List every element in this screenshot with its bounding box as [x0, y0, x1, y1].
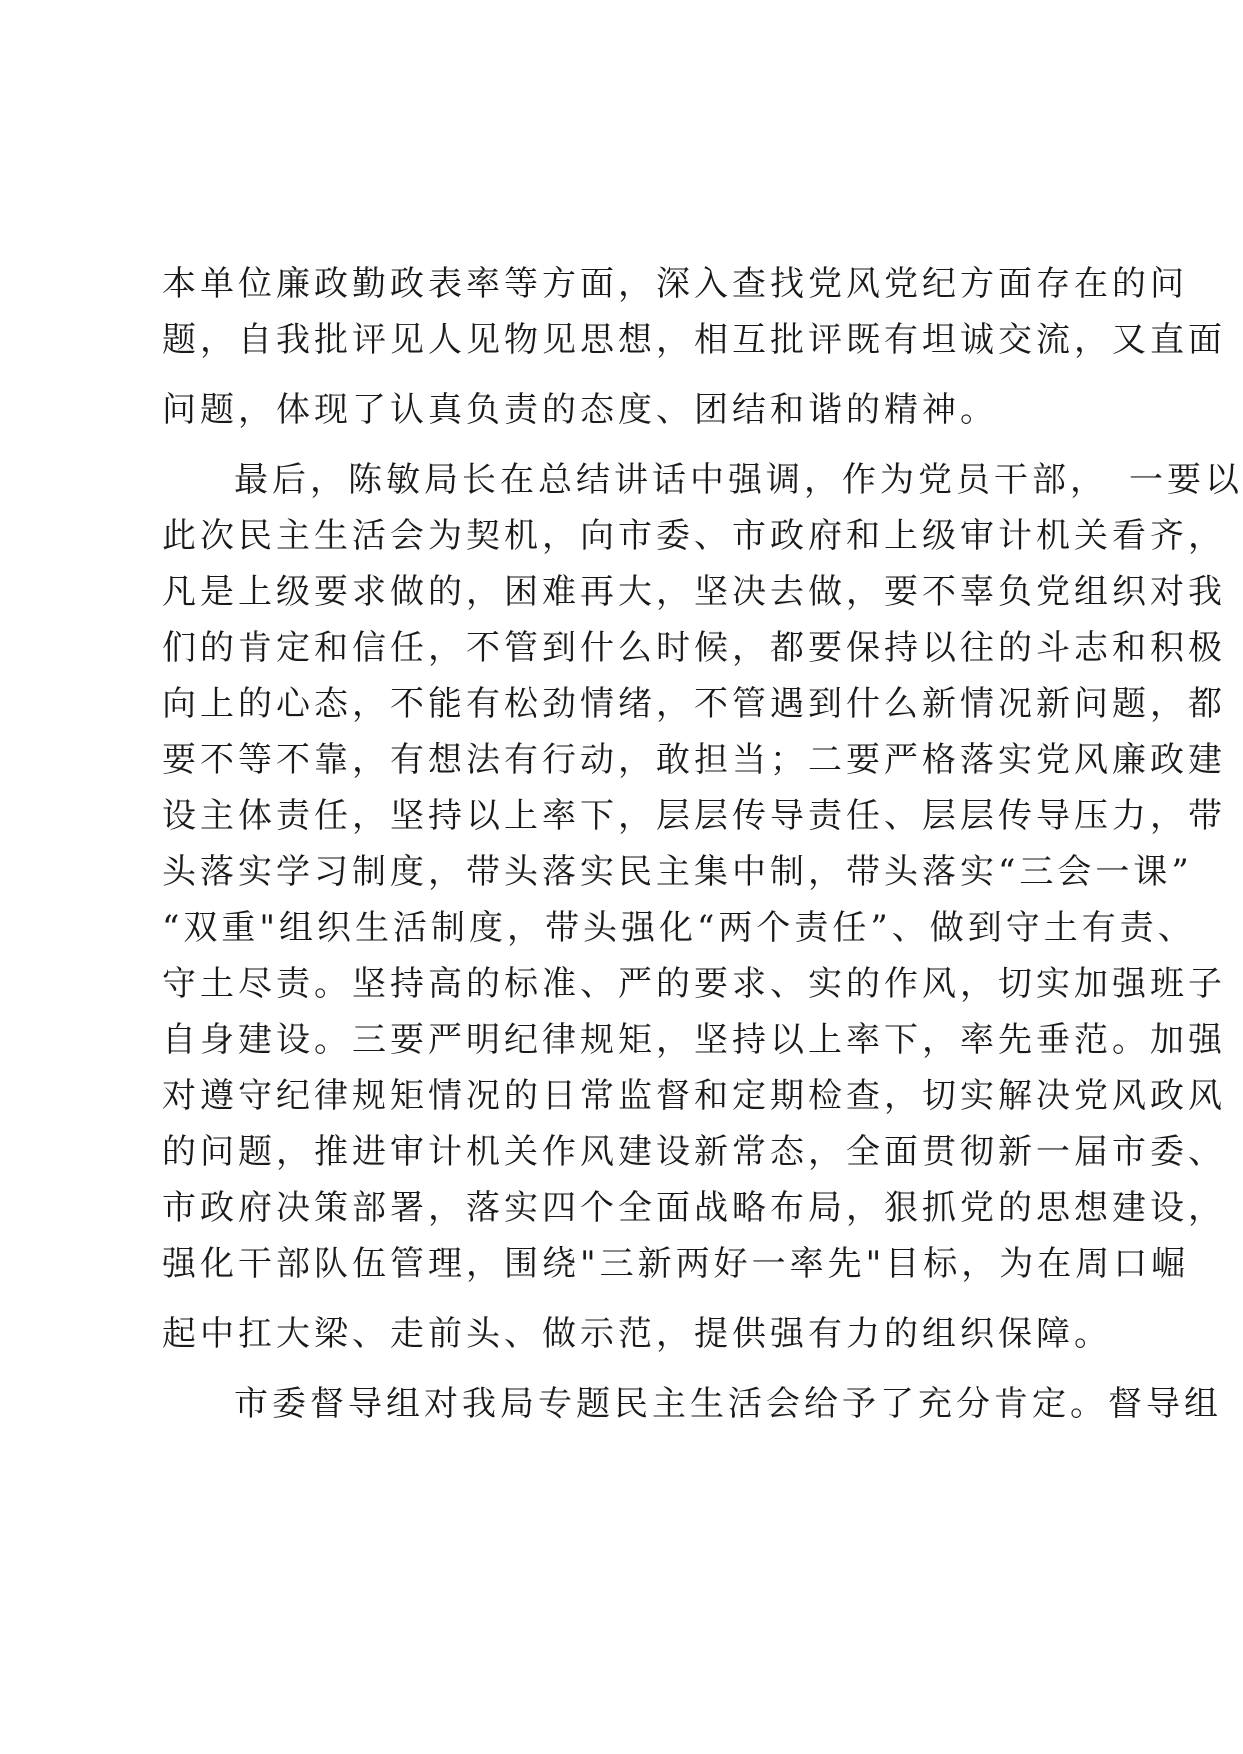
paragraph-2-line-4: 们的肯定和信任，不管到什么时候，都要保持以往的斗志和积极: [162, 628, 1226, 668]
paragraph-2-line-8: 头落实学习制度，带头落实民主集中制，带头落实“三会一课”: [162, 852, 1193, 892]
paragraph-2-line-12: 对遵守纪律规矩情况的日常监督和定期检查，切实解决党风政风: [162, 1076, 1226, 1116]
paragraph-2-line-9: “双重"组织生活制度，带头强化“两个责任”、做到守土有责、: [162, 908, 1196, 948]
paragraph-2-line-16: 起中扛大梁、走前头、做示范，提供强有力的组织保障。: [162, 1314, 1112, 1354]
paragraph-1-line-2: 题，自我批评见人见物见思想，相互批评既有坦诚交流，又直面: [162, 320, 1226, 360]
paragraph-2-line-10: 守土尽责。坚持高的标准、严的要求、实的作风，切实加强班子: [162, 964, 1226, 1004]
paragraph-2-line-13: 的问题，推进审计机关作风建设新常态，全面贯彻新一届市委、: [162, 1132, 1226, 1172]
paragraph-2-line-2: 此次民主生活会为契机，向市委、市政府和上级审计机关看齐，: [162, 516, 1226, 556]
paragraph-2-line-1: 最后，陈敏局长在总结讲话中强调，作为党员干部， 一要以: [234, 460, 1243, 500]
paragraph-2-line-11: 自身建设。三要严明纪律规矩，坚持以上率下，率先垂范。加强: [162, 1020, 1226, 1060]
paragraph-2-line-7: 设主体责任，坚持以上率下，层层传导责任、层层传导压力，带: [162, 796, 1226, 836]
paragraph-1-line-1: 本单位廉政勤政表率等方面，深入查找党风党纪方面存在的问: [162, 264, 1188, 304]
paragraph-3-line-1: 市委督导组对我局专题民主生活会给予了充分肯定。督导组: [234, 1384, 1222, 1424]
paragraph-1-line-3: 问题，体现了认真负责的态度、团结和谐的精神。: [162, 390, 998, 430]
paragraph-2-line-3: 凡是上级要求做的，困难再大，坚决去做，要不辜负党组织对我: [162, 572, 1226, 612]
paragraph-2-line-6: 要不等不靠，有想法有行动，敢担当；二要严格落实党风廉政建: [162, 740, 1226, 780]
document-body: [162, 256, 1243, 1432]
paragraph-2-line-5: 向上的心态，不能有松劲情绪，不管遇到什么新情况新问题，都: [162, 684, 1226, 724]
paragraph-2-line-14: 市政府决策部署，落实四个全面战略布局，狠抓党的思想建设，: [162, 1188, 1226, 1228]
paragraph-2-line-15: 强化干部队伍管理，围绕"三新两好一率先"目标，为在周口崛: [162, 1244, 1190, 1284]
